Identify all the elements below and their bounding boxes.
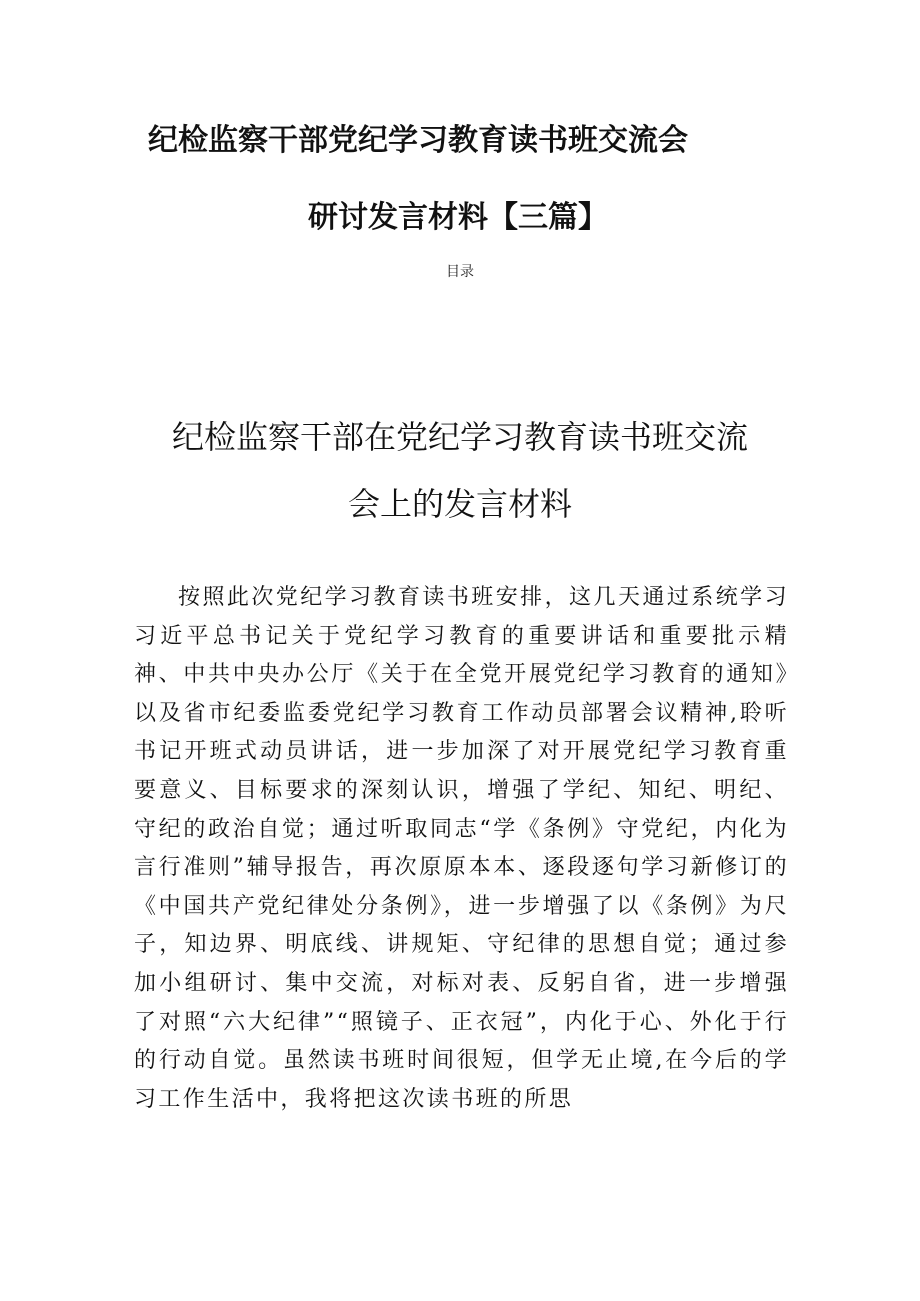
document-title-line-2: 研讨发言材料【三篇】	[308, 200, 608, 235]
document-title-line-1: 纪检监察干部党纪学习教育读书班交流会	[148, 123, 688, 158]
section-title-line-2: 会上的发言材料	[347, 485, 572, 523]
table-of-contents-label: 目录	[446, 264, 474, 280]
body-paragraph: 按照此次党纪学习教育读书班安排，这几天通过系统学习习近平总书记关于党纪学习教育的重要讲话和重要批示精神、中共中央办公厅《关于在全党开展党纪学习教育的通知》以及省市纪委监委党纪学习教育工作动员部署会议精神,聆听书记开班式动员讲话，进一步加深了对开展党纪学习教育重要意义、目标要求的深刻认识，增强了学纪、知纪、明纪、守纪的政治自觉；通过听取同志“学《条例》守党纪，内化为言行准则”辅导报告，再次原原本本、逐段逐句学习新修订的《中国共产党纪律处分条例》，进一步增强了以《条例》为尺子，知边界、明底线、讲规矩、守纪律的思想自觉；通过参加小组研讨、集中交流，对标对表、反躬自省，进一步增强了对照“六大纪律”“照镜子、正衣冠”，内化于心、外化于行的行动自觉。虽然读书班时间很短，但学无止境,在今后的学习工作生活中，我将把这次读书班的所思	[134, 585, 789, 1112]
section-title-line-1: 纪检监察干部在党纪学习教育读书班交流	[171, 418, 748, 456]
